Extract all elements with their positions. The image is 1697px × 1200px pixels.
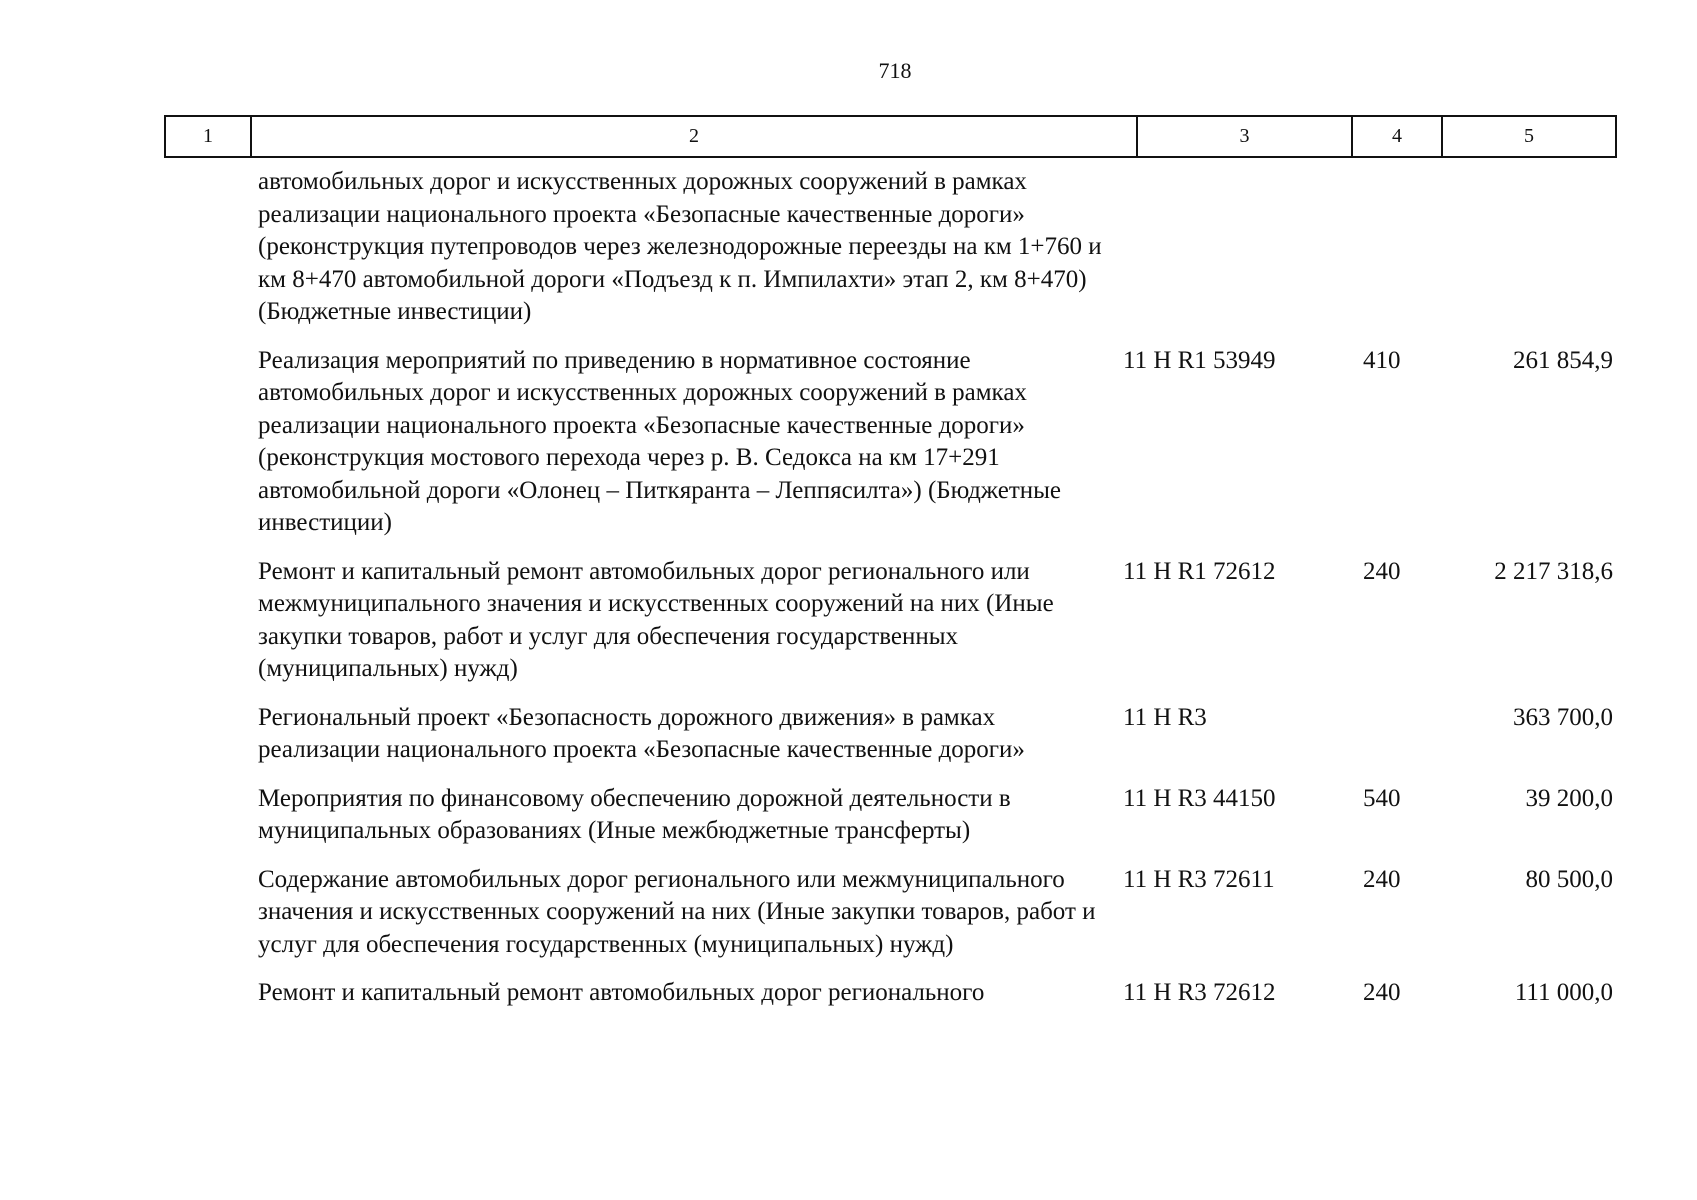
row-code: 11 Н R3 72611 — [1123, 865, 1275, 893]
row-number-cell — [164, 166, 250, 329]
page-number: 718 — [878, 58, 912, 83]
column-header-row — [165, 116, 1616, 157]
row-type: 240 — [1363, 557, 1401, 585]
table-row — [164, 783, 1614, 848]
column-header-1: 1 — [165, 116, 251, 157]
row-number-cell — [164, 345, 250, 540]
row-code: 11 Н R3 72612 — [1123, 979, 1276, 1006]
row-code: 11 Н R3 44150 — [1123, 784, 1276, 812]
row-name: Содержание автомобильных дорог регионального или межмуниципального значения и искусственных сооружений на них (Иные закупки товаров, работ и услуг для обеспечения государственных (муниципальных) нужд) — [258, 865, 1096, 958]
table-row — [164, 864, 1614, 962]
row-number-cell — [164, 864, 250, 962]
row-code — [1113, 166, 1338, 329]
row-type — [1338, 702, 1453, 767]
row-amount: 39 200,0 — [1525, 784, 1613, 812]
table-row — [164, 702, 1614, 767]
row-type — [1338, 166, 1453, 329]
row-code: 11 Н R1 72612 — [1123, 557, 1276, 585]
row-type: 240 — [1363, 865, 1401, 893]
column-header-2: 2 — [251, 116, 1137, 157]
row-code: 11 Н R1 53949 — [1123, 346, 1276, 374]
row-amount: 111 000,0 — [1514, 979, 1613, 1006]
row-amount: 2 217 318,6 — [1494, 557, 1613, 585]
table-row — [164, 166, 1614, 329]
row-number-cell — [164, 977, 250, 1010]
table-row — [164, 345, 1614, 540]
column-header-4: 4 — [1352, 116, 1442, 157]
table-row — [164, 556, 1614, 686]
row-number-cell — [164, 783, 250, 848]
row-number-cell — [164, 702, 250, 767]
row-code: 11 Н R3 — [1123, 703, 1207, 731]
row-amount — [1453, 166, 1613, 329]
budget-rows — [164, 166, 1614, 1026]
row-type: 410 — [1363, 346, 1401, 374]
row-name: автомобильных дорог и искусственных дорожных сооружений в рамках реализации национального проекта «Безопасные качественные дороги» (реконструкция путепроводов через железнодорожные переезды на км 1+760 и км 8+470 автомобильной дороги «Подъезд к п. Импилахти» этап 2, км 8+470) (Бюджетные инвестиции) — [258, 168, 1102, 325]
row-name: Ремонт и капитальный ремонт автомобильных дорог регионального — [258, 979, 985, 1006]
row-type: 240 — [1363, 979, 1401, 1006]
table-row — [164, 977, 1614, 1010]
row-amount: 80 500,0 — [1525, 865, 1613, 893]
column-header-5: 5 — [1442, 116, 1616, 157]
row-name: Региональный проект «Безопасность дорожного движения» в рамках реализации национального проекта «Безопасные качественные дороги» — [258, 703, 1025, 763]
row-number-cell — [164, 556, 250, 686]
row-amount: 261 854,9 — [1513, 346, 1613, 374]
row-type: 540 — [1363, 784, 1401, 812]
row-name: Мероприятия по финансовому обеспечению дорожной деятельности в муниципальных образованиях (Иные межбюджетные трансферты) — [258, 784, 1011, 844]
column-header-table — [164, 115, 1617, 158]
column-header-3: 3 — [1137, 116, 1352, 157]
row-amount: 363 700,0 — [1513, 703, 1613, 731]
row-name: Ремонт и капитальный ремонт автомобильных дорог регионального или межмуниципального значения и искусственных сооружений на них (Иные закупки товаров, работ и услуг для обеспечения государственных (муниципальных) нужд) — [258, 557, 1054, 682]
row-name: Реализация мероприятий по приведению в нормативное состояние автомобильных дорог и искусственных дорожных сооружений в рамках реализации национального проекта «Безопасные качественные дороги» (реконструкция мостового перехода через р. В. Седокса на км 17+291 автомобильной дороги «Олонец – Питкяранта – Леппясилта») (Бюджетные инвестиции) — [258, 346, 1062, 536]
